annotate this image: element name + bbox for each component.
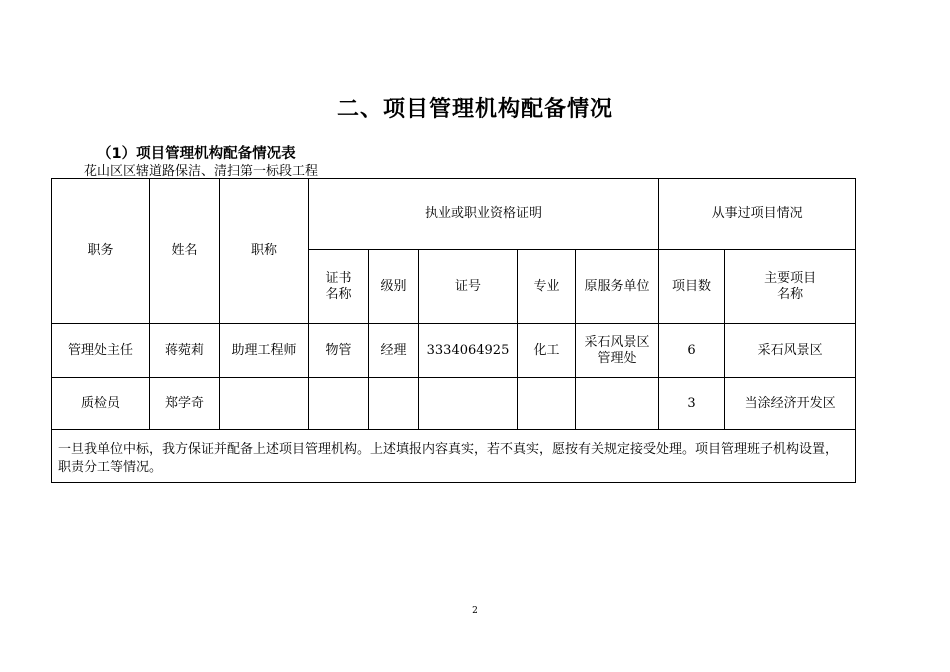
cell-name: 郑学奇 bbox=[150, 378, 220, 430]
commitment-note: 一旦我单位中标，我方保证并配备上述项目管理机构。上述填报内容真实，若不真实，愿按有关规定接受处理。项目管理班子机构设置，职责分工等情况。 bbox=[52, 430, 856, 483]
table-row bbox=[52, 324, 856, 378]
cell-main-projects: 采石风景区 bbox=[725, 324, 856, 378]
header-cert-name: 证书名称 bbox=[309, 250, 369, 324]
cell-cert-name bbox=[309, 378, 369, 430]
header-level: 级别 bbox=[369, 250, 419, 324]
header-major: 专业 bbox=[518, 250, 576, 324]
cell-project-count: 3 bbox=[659, 378, 725, 430]
header-main-projects: 主要项目名称 bbox=[725, 250, 856, 324]
cell-project-count: 6 bbox=[659, 324, 725, 378]
header-name: 姓名 bbox=[150, 179, 220, 324]
header-former-unit: 原服务单位 bbox=[576, 250, 659, 324]
cell-main-projects: 当涂经济开发区 bbox=[725, 378, 856, 430]
cell-cert-name: 物管 bbox=[309, 324, 369, 378]
page-title: 二、项目管理机构配备情况 bbox=[336, 97, 613, 122]
header-cert-no: 证号 bbox=[419, 250, 518, 324]
section-subtitle: （1）项目管理机构配备情况表 bbox=[97, 146, 296, 162]
table-row bbox=[52, 378, 856, 430]
page-number: 2 bbox=[472, 606, 478, 616]
header-position: 职务 bbox=[52, 179, 150, 324]
cell-name: 蒋菀莉 bbox=[150, 324, 220, 378]
cell-title: 助理工程师 bbox=[220, 324, 309, 378]
cell-former-unit bbox=[576, 378, 659, 430]
header-qualification-group: 执业或职业资格证明 bbox=[309, 179, 659, 250]
cell-former-unit: 采石风景区管理处 bbox=[576, 324, 659, 378]
staffing-table bbox=[51, 178, 856, 483]
cell-major: 化工 bbox=[518, 324, 576, 378]
project-name: 花山区区辖道路保洁、清扫第一标段工程 bbox=[84, 164, 319, 179]
cell-position: 管理处主任 bbox=[52, 324, 150, 378]
header-project-count: 项目数 bbox=[659, 250, 725, 324]
header-title: 职称 bbox=[220, 179, 309, 324]
cell-major bbox=[518, 378, 576, 430]
cell-cert-no: 3334064925 bbox=[419, 324, 518, 378]
cell-cert-no bbox=[419, 378, 518, 430]
cell-position: 质检员 bbox=[52, 378, 150, 430]
header-experience-group: 从事过项目情况 bbox=[659, 179, 856, 250]
cell-level bbox=[369, 378, 419, 430]
cell-title bbox=[220, 378, 309, 430]
cell-level: 经理 bbox=[369, 324, 419, 378]
